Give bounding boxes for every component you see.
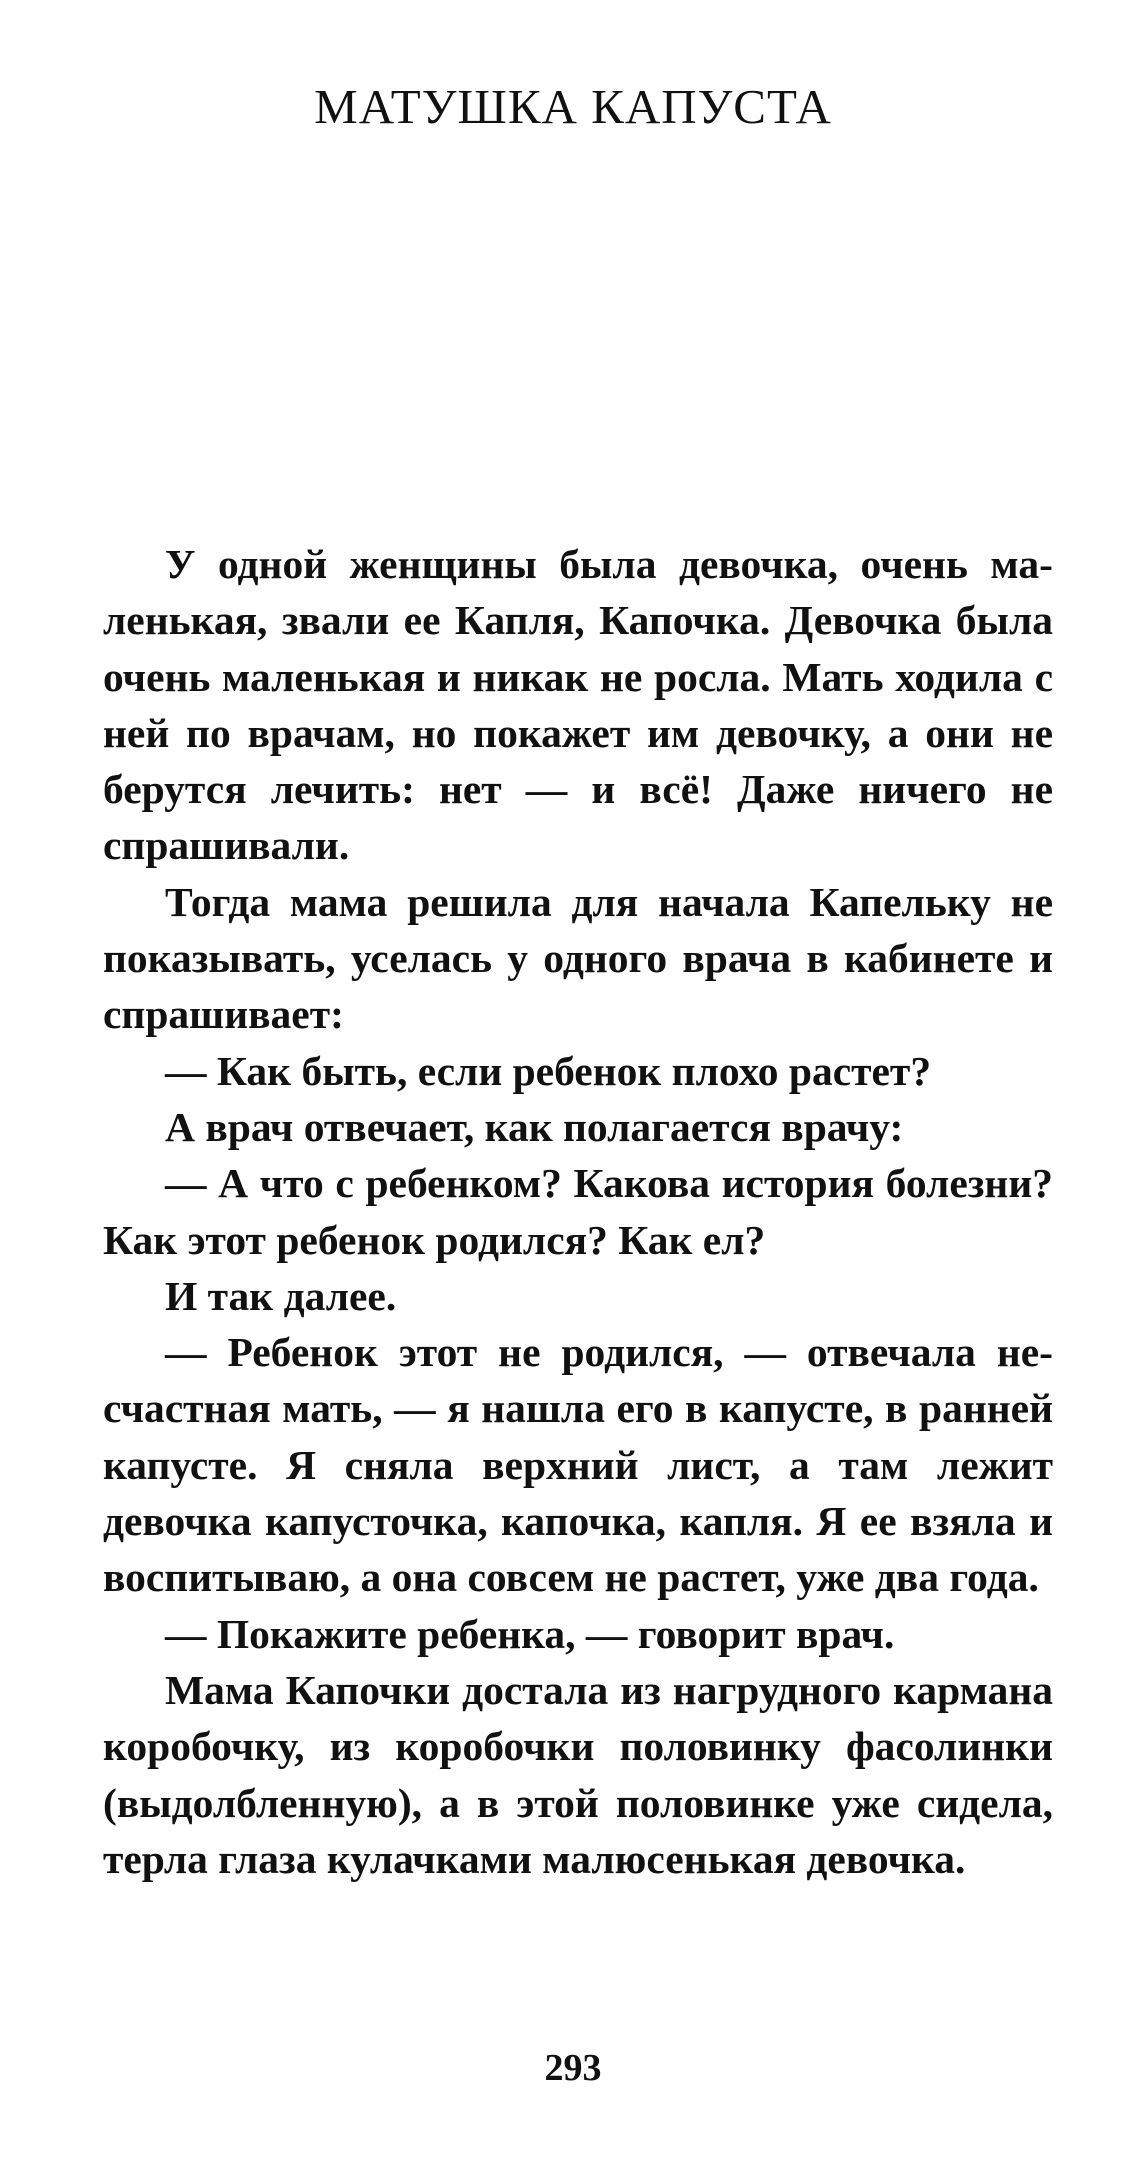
story-text (103, 536, 1053, 1887)
paragraph: И так далее. (165, 1272, 397, 1319)
paragraph: — А что с ребенком? Какова история болезни? Как этот ребенок родился? Как ел? (103, 1160, 1053, 1263)
paragraph: — Покажите ребенка, — говорит врач. (165, 1610, 895, 1657)
paragraph: — Ребенок этот не родился, — отвечала несчастная мать, — я нашла его в капусте, в ранней капусте. Я сняла верхний лист, а там лежит девочка капусточка, капочка, капля. Я ее взяла и воспитываю, а она совсем не растет, уже два года. (103, 1329, 1053, 1601)
paragraph: — Как быть, если ребенок плохо растет? (165, 1047, 932, 1094)
chapter-title: МАТУШКА КАПУСТА (314, 79, 832, 134)
paragraph: У одной женщины была девочка, очень маленькая, звали ее Капля, Капочка. Девочка была очень маленькая и никак не росла. Мать ходила с ней по врачам, но покажет им девочку, а они не берутся лечить: нет — и всё! Даже ничего не спрашивали. (103, 541, 1053, 869)
paragraph: Тогда мама решила для начала Капельку не показывать, уселась у одного врача в кабинете и спрашивает: (103, 878, 1053, 1038)
paragraph: А врач отвечает, как полагается врачу: (165, 1103, 904, 1150)
paragraph: Мама Капочки достала из нагрудного кармана коробочку, из коробочки половинку фасолинки (выдолбленную), а в этой половинке уже сидела, терла глаза кулачками малюсенькая девочка. (103, 1666, 1053, 1882)
page-number: 293 (544, 2047, 602, 2089)
